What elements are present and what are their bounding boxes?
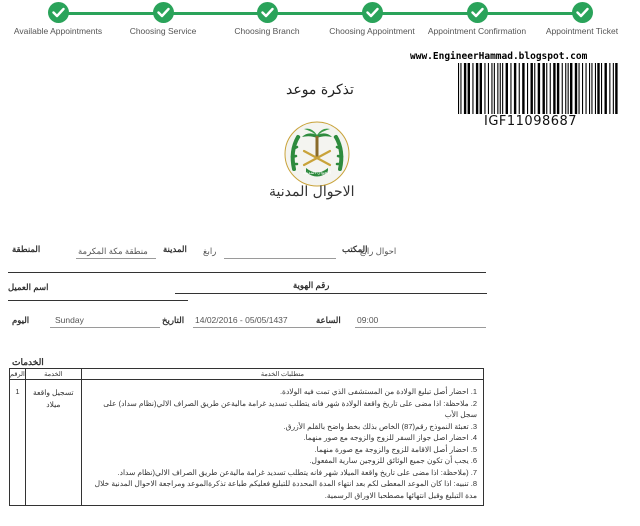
step-label: Choosing Service bbox=[129, 26, 197, 36]
barcode-bar bbox=[579, 63, 580, 114]
office-value: احوال رابغ bbox=[360, 246, 397, 256]
table-header-row bbox=[10, 369, 484, 380]
column-header-requirements: متطلبات الخدمة bbox=[81, 369, 483, 380]
barcode-bar bbox=[502, 63, 503, 114]
barcode-bar bbox=[519, 63, 520, 114]
barcode-bar bbox=[565, 63, 566, 114]
client-name-label: اسم العميل bbox=[8, 282, 49, 292]
step-choosing-branch[interactable] bbox=[207, 2, 327, 36]
row-number: 1 bbox=[10, 380, 26, 506]
step-label: Appointment Ticket bbox=[545, 26, 619, 36]
barcode-bar bbox=[531, 63, 533, 114]
date-label: التاريخ bbox=[162, 315, 185, 325]
check-icon bbox=[257, 2, 278, 23]
barcode-bar bbox=[468, 63, 470, 114]
barcode-bar bbox=[613, 63, 614, 114]
barcode-bar bbox=[514, 63, 516, 114]
barcode-bar bbox=[575, 63, 577, 114]
time-value: 09:00 bbox=[357, 315, 379, 325]
requirement-item: 7. (ملاحظة: اذا مضى على تاريخ واقعة الميلاد شهر فانه يتطلب تسديد غرامة ماليةعن طريق الصراف الالي(نظام سداد. bbox=[117, 467, 477, 477]
city-label: المدينة bbox=[163, 244, 187, 254]
barcode-bar bbox=[484, 63, 485, 114]
barcode-bar bbox=[464, 63, 466, 114]
step-appointment-confirmation[interactable] bbox=[417, 2, 537, 36]
barcode-bar bbox=[538, 63, 540, 114]
requirement-item: 3. تعبئة النموذج رقم(87) الخاص بذلك بخط واضح بالقلم الأزرق. bbox=[283, 421, 477, 431]
service-name: تسجيل واقعة ميلاد bbox=[25, 380, 81, 506]
barcode-bar bbox=[550, 63, 551, 114]
requirement-item: 4. احضار اصل جواز السفر للزوج والزوجه مع صور منهما. bbox=[303, 433, 477, 442]
office-underline bbox=[224, 258, 336, 259]
organization-name: الاحوال المدنية bbox=[269, 184, 355, 200]
barcode-bar bbox=[497, 63, 498, 114]
barcode-bar bbox=[543, 63, 545, 114]
client-name-underline bbox=[8, 300, 188, 301]
barcode-bar bbox=[605, 63, 607, 114]
barcode-bar bbox=[601, 63, 602, 114]
region-value: منطقة مكة المكرمة bbox=[78, 246, 148, 256]
barcode-bar bbox=[597, 63, 599, 114]
barcode-bar bbox=[609, 63, 610, 114]
barcode-bar bbox=[480, 63, 482, 114]
barcode-bar bbox=[570, 63, 572, 114]
date-underline bbox=[193, 327, 331, 328]
date-value: 14/02/2016 - 05/05/1437 bbox=[195, 315, 288, 325]
barcode-bar bbox=[534, 63, 535, 114]
barcode-bar bbox=[458, 63, 459, 114]
services-table bbox=[9, 368, 484, 506]
website-watermark: www.EngineerHammad.blogspot.com bbox=[410, 51, 588, 62]
column-header-num: الرقم bbox=[10, 369, 26, 380]
barcode-bar bbox=[586, 63, 587, 114]
check-icon bbox=[467, 2, 488, 23]
check-icon bbox=[362, 2, 383, 23]
barcode-bar bbox=[557, 63, 559, 114]
barcode-bar bbox=[522, 63, 524, 114]
office-label: المكتب bbox=[342, 244, 368, 254]
check-icon bbox=[48, 2, 69, 23]
barcode-bar bbox=[494, 63, 495, 114]
barcode-bar bbox=[615, 63, 617, 114]
city-value: رابغ bbox=[203, 246, 217, 256]
step-label: Choosing Branch bbox=[234, 26, 300, 36]
barcode-bar bbox=[506, 63, 508, 114]
ticket-title: تذكرة موعد bbox=[286, 82, 354, 98]
day-label: اليوم bbox=[12, 315, 30, 325]
step-label: Appointment Confirmation bbox=[427, 26, 527, 36]
step-label: Choosing Appointment bbox=[329, 26, 415, 36]
step-choosing-service[interactable] bbox=[103, 2, 223, 36]
barcode-bar bbox=[546, 63, 547, 114]
barcode-number: IGF11098687 bbox=[484, 114, 578, 129]
table-row bbox=[10, 380, 484, 506]
column-header-service: الخدمة bbox=[25, 369, 81, 380]
step-label: Available Appointments bbox=[13, 26, 103, 36]
barcode-bar bbox=[527, 63, 528, 114]
requirement-item: 6. يجب أن تكون جميع الوثائق للزوجين سارية المفعول. bbox=[309, 456, 477, 465]
check-icon bbox=[153, 2, 174, 23]
check-icon bbox=[572, 2, 593, 23]
barcode-bar bbox=[460, 63, 461, 114]
id-number-label: رقم الهوية bbox=[293, 280, 330, 290]
step-choosing-appointment[interactable] bbox=[312, 2, 432, 36]
requirement-item: 8. تنبيه: اذا كان الموعد المعطى لكم بعد انتهاء المدة المحددة للتبليغ فعليكم طباعة تذكرةالموعد ومراجعة الاحوال المدنية خلال مدة التبليغ وقبل انتهائها مصطحبا الاوراق الرسمية. bbox=[94, 479, 477, 500]
services-heading: الخدمات bbox=[12, 357, 44, 367]
barcode-bar bbox=[595, 63, 596, 114]
barcode-bar bbox=[553, 63, 555, 114]
barcode-bar bbox=[491, 63, 492, 114]
time-underline bbox=[355, 327, 486, 328]
barcode-bar bbox=[591, 63, 592, 114]
step-available-appointments[interactable] bbox=[0, 2, 118, 36]
barcode-bar bbox=[472, 63, 473, 114]
city-underline bbox=[76, 258, 156, 259]
id-number-underline bbox=[175, 293, 487, 294]
barcode-bar bbox=[589, 63, 590, 114]
barcode-bar bbox=[582, 63, 583, 114]
day-underline bbox=[50, 327, 160, 328]
barcode bbox=[456, 63, 620, 114]
barcode-bar bbox=[562, 63, 563, 114]
requirement-item: 2. ملاحظة: اذا مضى على تاريخ واقعة الولادة شهر فانه يتطلب تسديد غرامة ماليةعن طريق الصراف الالي(نظام سداد) على سجل الأب bbox=[103, 398, 477, 419]
requirement-item: 1. احضار أصل تبليغ الولادة من المستشفى الذي تمت فيه الولادة. bbox=[279, 387, 477, 396]
civil-affairs-logo bbox=[284, 121, 350, 187]
appointment-progress bbox=[0, 0, 640, 44]
barcode-bar bbox=[500, 63, 501, 114]
time-label: الساعة bbox=[316, 315, 341, 325]
day-value: Sunday bbox=[55, 315, 84, 325]
row-divider bbox=[8, 272, 486, 273]
requirement-item: 5. احضار أصل الاقامة للزوج والزوجة مع صورة منهما. bbox=[314, 444, 477, 454]
barcode-bar bbox=[488, 63, 489, 114]
step-appointment-ticket[interactable] bbox=[522, 2, 640, 36]
region-label: المنطقة bbox=[12, 244, 41, 254]
barcode-bar bbox=[476, 63, 478, 114]
service-requirements bbox=[81, 380, 483, 506]
barcode-bar bbox=[568, 63, 569, 114]
barcode-bar bbox=[510, 63, 511, 114]
logo-caption: الاحوال المدنية bbox=[302, 171, 332, 176]
